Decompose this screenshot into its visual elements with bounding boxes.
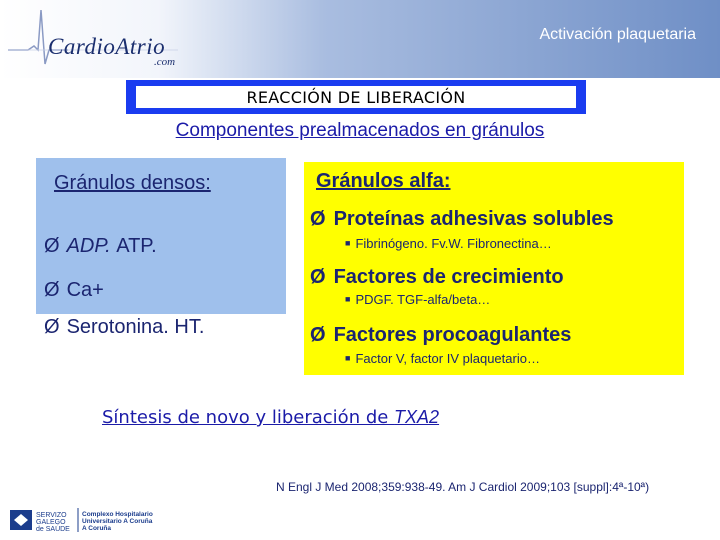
synthesis-note: Síntesis de novo y liberación de TXA2 <box>102 407 440 428</box>
dense-item: Ø Ca+ <box>44 279 104 301</box>
reference-citation: N Engl J Med 2008;359:938-49. Am J Cardiol 2009;103 [suppl]:4ª-10ª) <box>276 480 650 494</box>
square-bullet-icon: ■ <box>345 353 351 363</box>
subtitle: Componentes prealmacenados en gránulos <box>175 120 545 141</box>
banner-title: REACCIÓN DE LIBERACIÓN <box>246 87 466 107</box>
arrow-bullet-icon: Ø <box>44 235 60 257</box>
dense-item: Ø ADP. ATP. <box>44 235 157 257</box>
section-banner <box>126 80 586 114</box>
header-title: Activación plaquetaria <box>539 26 696 43</box>
logo-line: A Coruña <box>82 525 112 532</box>
cardioatrio-logo <box>8 6 188 70</box>
logo-line: Universitario A Coruña <box>82 518 153 525</box>
logo-text: CardioAtrio <box>48 34 166 59</box>
arrow-bullet-icon: Ø <box>310 266 326 288</box>
alpha-item-detail: ■ Fibrinógeno. Fv.W. Fibronectina… <box>345 236 552 251</box>
square-bullet-icon: ■ <box>345 294 351 304</box>
logo-suffix: .com <box>154 56 176 68</box>
logo-line: Complexo Hospitalario <box>82 511 153 518</box>
alpha-granules-title: Gránulos alfa: <box>316 170 451 192</box>
alpha-item-detail: ■ PDGF. TGF-alfa/beta… <box>345 292 491 307</box>
arrow-bullet-icon: Ø <box>310 324 326 346</box>
alpha-item: Ø Factores de crecimiento <box>310 266 564 288</box>
logo-line: de SAÚDE <box>36 526 70 533</box>
alpha-item: Ø Factores procoagulantes <box>310 324 572 346</box>
dense-item: Ø Serotonina. HT. <box>44 316 205 338</box>
sergas-logo <box>8 506 168 534</box>
arrow-bullet-icon: Ø <box>44 316 60 338</box>
square-bullet-icon: ■ <box>345 238 351 248</box>
header-bar <box>0 0 720 78</box>
arrow-bullet-icon: Ø <box>44 279 60 301</box>
logo-line: GALEGO <box>36 519 66 526</box>
logo-line: SERVIZO <box>36 512 67 519</box>
alpha-item-detail: ■ Factor V, factor IV plaquetario… <box>345 351 540 366</box>
arrow-bullet-icon: Ø <box>310 208 326 230</box>
dense-granules-title: Gránulos densos: <box>54 172 211 194</box>
alpha-item: Ø Proteínas adhesivas solubles <box>310 208 614 230</box>
